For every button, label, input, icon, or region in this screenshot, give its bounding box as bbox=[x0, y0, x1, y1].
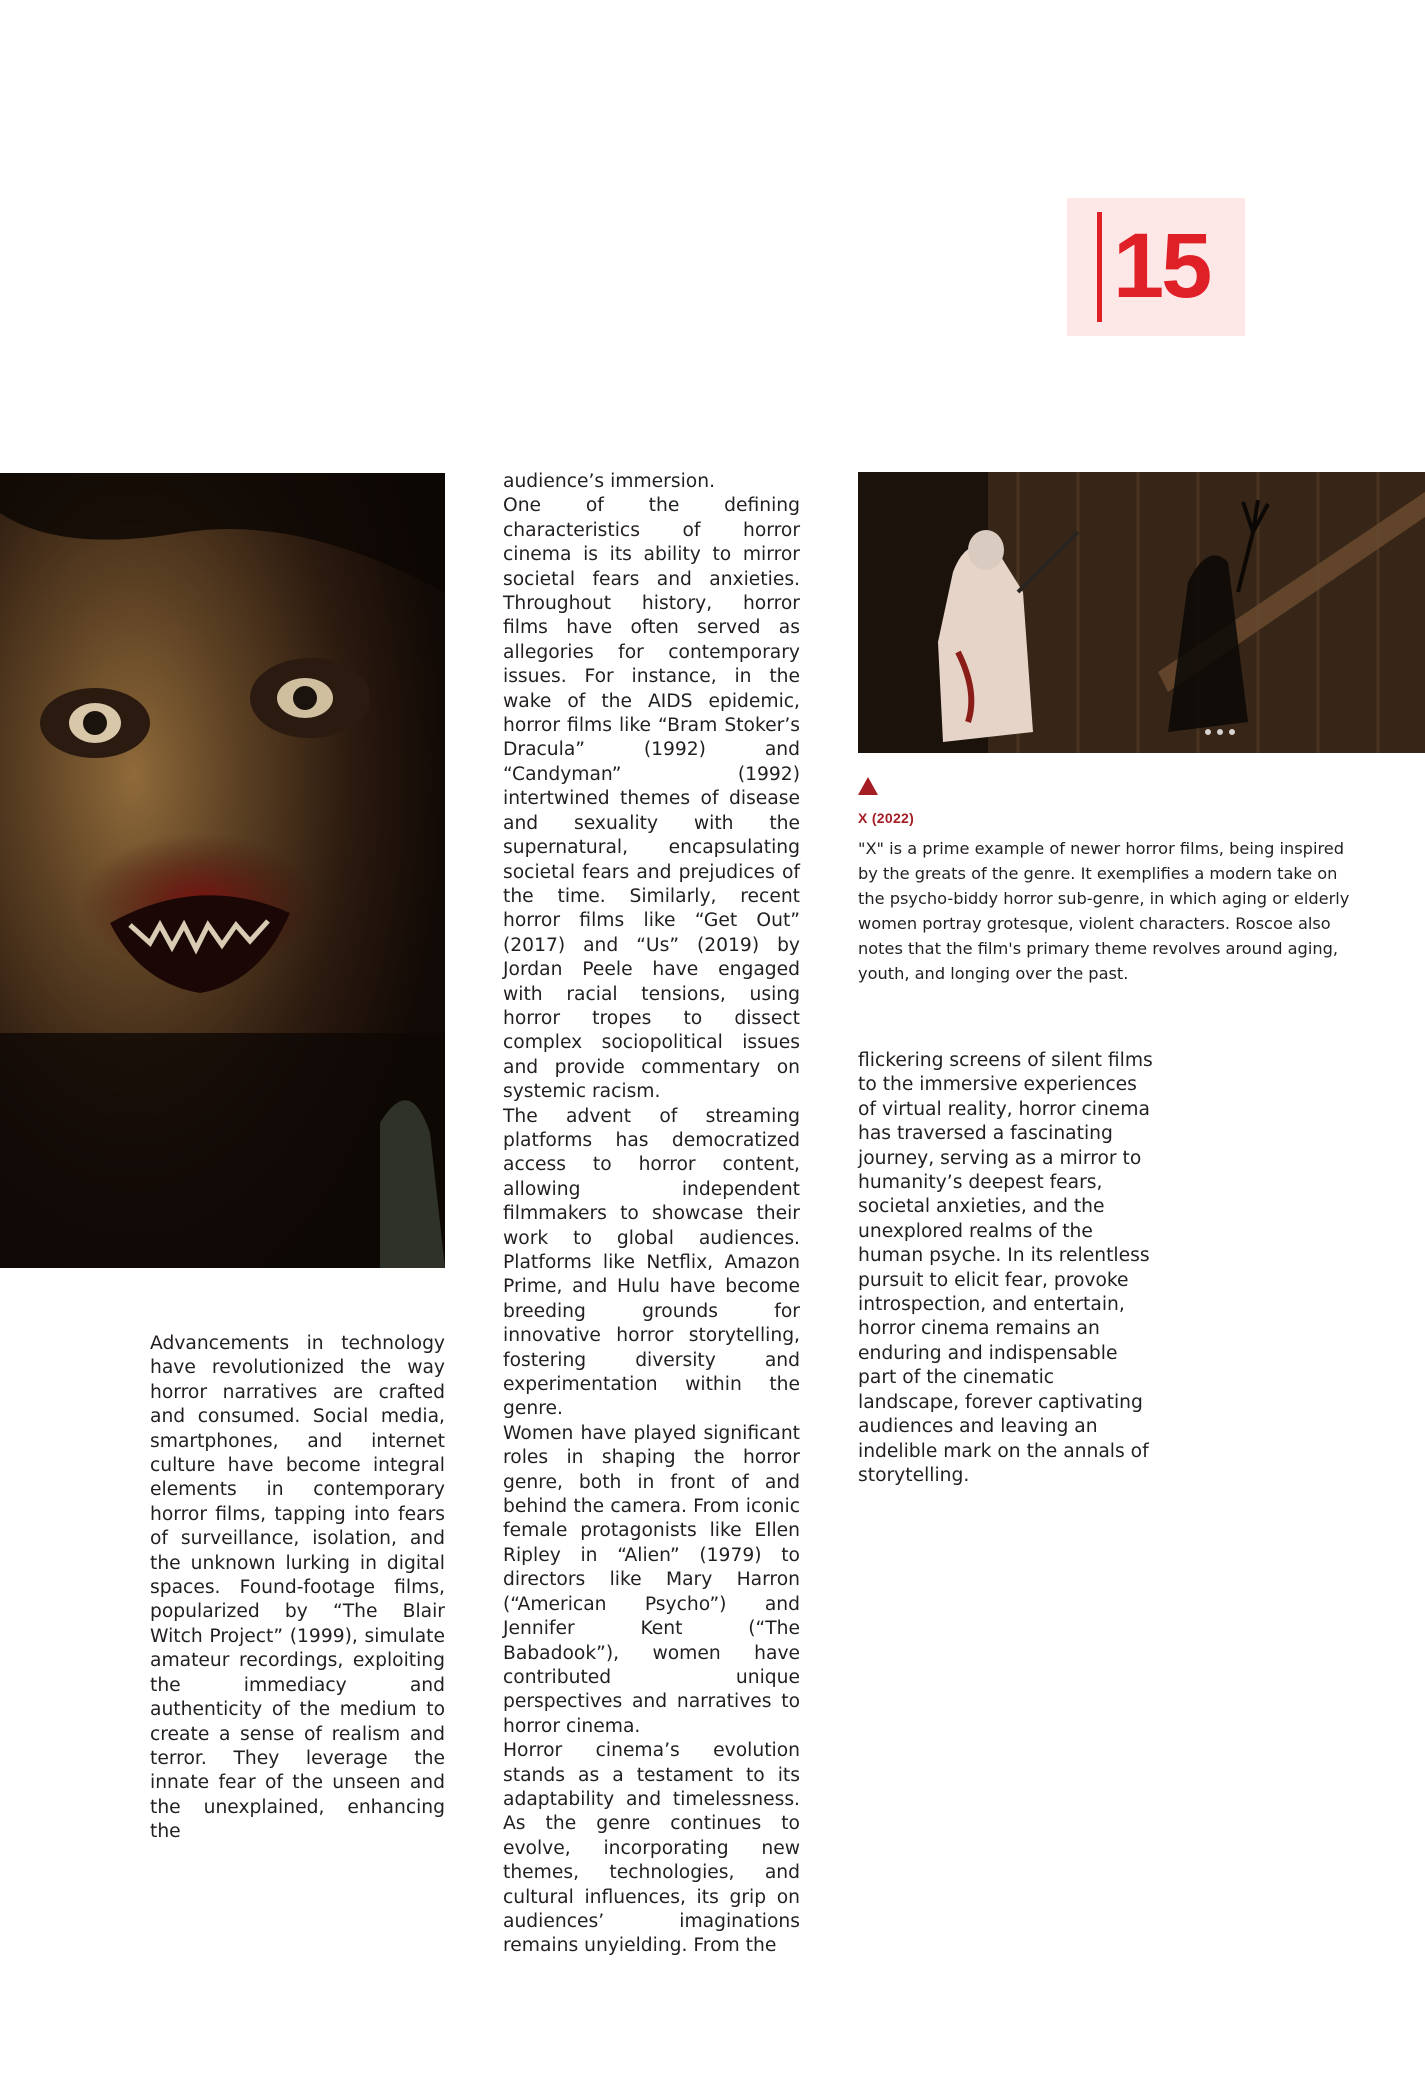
x-2022-film-still-photo bbox=[858, 472, 1425, 753]
article-paragraph: The advent of streaming platforms has democratized access to horror content, allowing independent filmmakers to showcase their work to global audiences. Platforms like Netflix, Amazon Prime, and Hulu have become breeding grounds for innovative horror storytelling, fostering diversity and experimentation within the genre. bbox=[503, 1105, 800, 1420]
page-number-divider bbox=[1097, 212, 1102, 322]
article-column-right bbox=[858, 1049, 1153, 1488]
article-column-middle bbox=[503, 470, 800, 1959]
caption-title: X (2022) bbox=[858, 810, 915, 826]
article-paragraph: flickering screens of silent films to the immersive experiences of virtual reality, horror cinema has traversed a fascinating journey, serving as a mirror to humanity’s deepest fears, societal anxieties, and the unexplored realms of the human psyche. In its relentless pursuit to elicit fear, provoke introspection, and entertain, horror cinema remains an enduring and indispensable part of the cinematic landscape, forever captivating audiences and leaving an indelible mark on the annals of storytelling. bbox=[858, 1050, 1153, 1486]
article-paragraph: audience’s immersion. bbox=[503, 471, 716, 492]
horror-face-closeup-photo bbox=[0, 473, 445, 1268]
article-column-left bbox=[150, 1332, 445, 1845]
article-paragraph: Women have played significant roles in shaping the horror genre, both in front of and behind the camera. From iconic female protagonists like Ellen Ripley in “Alien” (1979) to directors like Mary Harron (“American Psycho”) and Jennifer Kent (“The Babadook”), women have contributed unique perspectives and narratives to horror cinema. bbox=[503, 1422, 800, 1737]
triangle-up-icon bbox=[858, 777, 878, 795]
article-paragraph: One of the defining characteristics of horror cinema is its ability to mirror societal fears and anxieties. Throughout history, horror films have often served as allegories for contemporary issues. For instance, in the wake of the AIDS epidemic, horror films like “Bram Stoker’s Dracula” (1992) and “Candyman” (1992) intertwined themes of disease and sexuality with the supernatural, encapsulating societal fears and prejudices of the time. Similarly, recent horror films like “Get Out” (2017) and “Us” (2019) by Jordan Peele have engaged with racial tensions, using horror tropes to dissect complex sociopolitical issues and provide commentary on systemic racism. bbox=[503, 495, 800, 1103]
caption-text: "X" is a prime example of newer horror films, being inspired by the greats of the genre. It exemplifies a modern take on the psycho-biddy horror sub-genre, in which aging or elderly women portray grotesque, violent characters. Roscoe also notes that the film's primary theme revolves around aging, youth, and longing over the past. bbox=[858, 839, 1350, 983]
page-number-badge bbox=[1067, 198, 1245, 336]
article-paragraph: Horror cinema’s evolution stands as a testament to its adaptability and timelessness. As the genre continues to evolve, incorporating new themes, technologies, and cultural influences, its grip on audiences’ imaginations remains unyielding. From the bbox=[503, 1740, 800, 1957]
article-paragraph: Advancements in technology have revolutionized the way horror narratives are crafted and consumed. Social media, smartphones, and internet culture have become integral elements in contemporary horror films, tapping into fears of surveillance, isolation, and the unknown lurking in digital spaces. Found-footage films, popularized by “The Blair Witch Project” (1999), simulate amateur recordings, exploiting the immediacy and authenticity of the medium to create a sense of realism and terror. They leverage the innate fear of the unseen and the unexplained, enhancing the bbox=[150, 1333, 445, 1843]
page-number: 15 bbox=[1113, 215, 1210, 317]
